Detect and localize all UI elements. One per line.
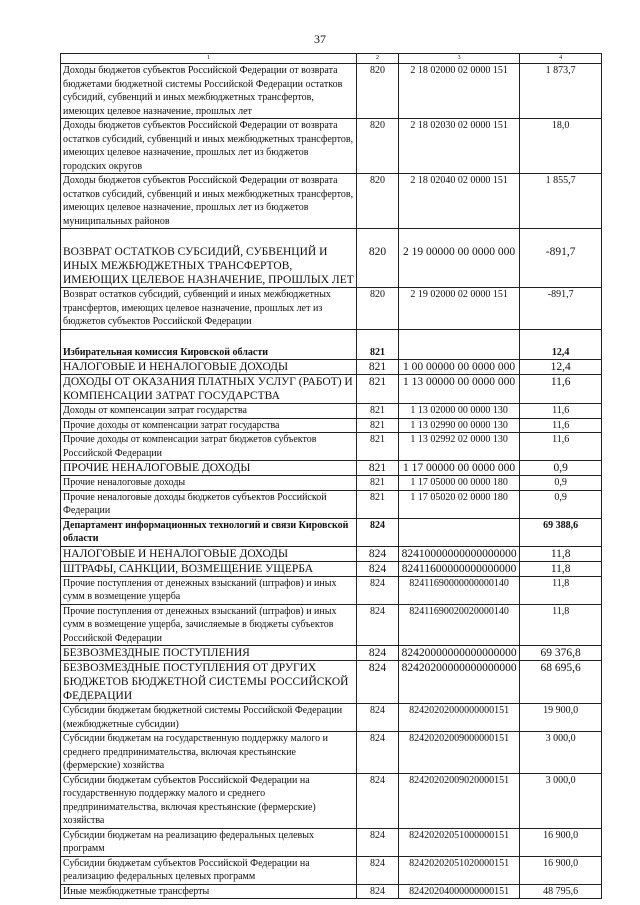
row-admin-code: 820	[357, 229, 399, 288]
row-classification-code: 1 17 00000 00 0000 000	[398, 461, 519, 476]
row-classification-code: 1 13 00000 00 0000 000	[398, 375, 519, 404]
row-amount: 11,8	[520, 576, 602, 604]
row-classification-code: 2 19 02000 02 0000 151	[398, 288, 519, 330]
table-row	[61, 64, 602, 119]
row-classification-code: 82420202051020000151	[398, 856, 519, 884]
row-name: Доходы бюджетов субъектов Российской Федерации от возврата остатков субсидий, субвенций и иных межбюджетных трансфертов, имеющих целевое назначение, прошлых лет из бюджетов городских округов	[61, 119, 357, 174]
row-name: Доходы от компенсации затрат государства	[61, 404, 357, 419]
row-admin-code: 821	[357, 375, 399, 404]
row-name: БЕЗВОЗМЕЗДНЫЕ ПОСТУПЛЕНИЯ	[61, 646, 357, 661]
row-admin-code: 821	[357, 490, 399, 518]
table-row	[61, 661, 602, 704]
column-number-2: 2	[357, 54, 399, 64]
row-amount: 3 000,0	[520, 773, 602, 828]
row-amount: 11,6	[520, 433, 602, 461]
row-classification-code: 82420202009000000151	[398, 732, 519, 774]
row-amount: 1 855,7	[520, 174, 602, 229]
table-row	[61, 404, 602, 419]
table-row	[61, 375, 602, 404]
row-amount: 69 376,8	[520, 646, 602, 661]
row-classification-code: 1 17 05020 02 0000 180	[398, 490, 519, 518]
row-classification-code: 1 00 00000 00 0000 000	[398, 360, 519, 375]
row-admin-code: 824	[357, 704, 399, 732]
row-classification-code: 2 19 00000 00 0000 000	[398, 229, 519, 288]
row-classification-code	[398, 329, 519, 360]
row-classification-code: 2 18 02000 02 0000 151	[398, 64, 519, 119]
table-row	[61, 561, 602, 576]
row-classification-code: 1 13 02990 00 0000 130	[398, 418, 519, 433]
table-row	[61, 119, 602, 174]
row-amount: 16 900,0	[520, 856, 602, 884]
table-body	[61, 64, 602, 899]
row-classification-code: 82420202051000000151	[398, 828, 519, 856]
row-amount: 11,6	[520, 404, 602, 419]
row-admin-code: 824	[357, 576, 399, 604]
row-amount: -891,7	[520, 229, 602, 288]
row-admin-code: 821	[357, 360, 399, 375]
row-name: НАЛОГОВЫЕ И НЕНАЛОГОВЫЕ ДОХОДЫ	[61, 360, 357, 375]
row-classification-code: 1 13 02992 02 0000 130	[398, 433, 519, 461]
row-amount: -891,7	[520, 288, 602, 330]
row-amount: 11,6	[520, 418, 602, 433]
row-amount: 12,4	[520, 329, 602, 360]
row-amount: 16 900,0	[520, 828, 602, 856]
row-admin-code: 820	[357, 288, 399, 330]
table-row	[61, 773, 602, 828]
row-admin-code: 824	[357, 661, 399, 704]
table-row	[61, 732, 602, 774]
row-name: ДОХОДЫ ОТ ОКАЗАНИЯ ПЛАТНЫХ УСЛУГ (РАБОТ) И КОМПЕНСАЦИИ ЗАТРАТ ГОСУДАРСТВА	[61, 375, 357, 404]
table-row	[61, 229, 602, 288]
row-admin-code: 824	[357, 732, 399, 774]
table-row	[61, 461, 602, 476]
row-amount: 68 695,6	[520, 661, 602, 704]
row-classification-code: 82411690000000000140	[398, 576, 519, 604]
row-amount: 1 873,7	[520, 64, 602, 119]
row-admin-code: 820	[357, 174, 399, 229]
table-row	[61, 546, 602, 561]
table-row	[61, 360, 602, 375]
row-name: Субсидии бюджетам на государственную поддержку малого и среднего предпринимательства, включая крестьянские (фермерские) хозяйства	[61, 732, 357, 774]
row-name: Субсидии бюджетам субъектов Российской Федерации на государственную поддержку малого и среднего предпринимательства, включая крестьянские (фермерские) хозяйства	[61, 773, 357, 828]
table-row	[61, 856, 602, 884]
row-name: БЕЗВОЗМЕЗДНЫЕ ПОСТУПЛЕНИЯ ОТ ДРУГИХ БЮДЖЕТОВ БЮДЖЕТНОЙ СИСТЕМЫ РОССИЙСКОЙ ФЕДЕРАЦИИ	[61, 661, 357, 704]
table-row	[61, 704, 602, 732]
row-name: Прочие доходы от компенсации затрат государства	[61, 418, 357, 433]
row-amount: 0,9	[520, 476, 602, 491]
row-classification-code: 82410000000000000000	[398, 546, 519, 561]
row-admin-code: 821	[357, 476, 399, 491]
row-amount: 19 900,0	[520, 704, 602, 732]
row-admin-code: 824	[357, 604, 399, 646]
row-classification-code: 82420000000000000000	[398, 646, 519, 661]
table-row	[61, 884, 602, 899]
revenue-table	[60, 53, 602, 899]
row-amount: 12,4	[520, 360, 602, 375]
row-name: Субсидии бюджетам субъектов Российской Федерации на реализацию федеральных целевых программ	[61, 856, 357, 884]
row-admin-code: 824	[357, 773, 399, 828]
row-classification-code: 82420202009020000151	[398, 773, 519, 828]
table-row	[61, 476, 602, 491]
row-amount: 11,8	[520, 546, 602, 561]
row-classification-code: 82420204000000000151	[398, 884, 519, 899]
row-admin-code: 824	[357, 828, 399, 856]
row-amount: 11,6	[520, 375, 602, 404]
row-amount: 3 000,0	[520, 732, 602, 774]
row-admin-code: 820	[357, 64, 399, 119]
row-classification-code: 82411600000000000000	[398, 561, 519, 576]
row-name: Прочие доходы от компенсации затрат бюджетов субъектов Российской Федерации	[61, 433, 357, 461]
table-row	[61, 518, 602, 546]
table-row	[61, 288, 602, 330]
row-classification-code: 82420200000000000000	[398, 661, 519, 704]
row-name: Прочие поступления от денежных взысканий (штрафов) и иных сумм в возмещение ущерба, зачисляемые в бюджеты субъектов Российской Федерации	[61, 604, 357, 646]
row-name: ВОЗВРАТ ОСТАТКОВ СУБСИДИЙ, СУБВЕНЦИЙ И ИНЫХ МЕЖБЮДЖЕТНЫХ ТРАНСФЕРТОВ, ИМЕЮЩИХ ЦЕЛЕВОЕ НАЗНАЧЕНИЕ, ПРОШЛЫХ ЛЕТ	[61, 229, 357, 288]
row-admin-code: 820	[357, 119, 399, 174]
row-admin-code: 821	[357, 433, 399, 461]
row-name: ШТРАФЫ, САНКЦИИ, ВОЗМЕЩЕНИЕ УЩЕРБА	[61, 561, 357, 576]
table-row	[61, 646, 602, 661]
row-classification-code: 1 13 02000 00 0000 130	[398, 404, 519, 419]
row-name: Доходы бюджетов субъектов Российской Федерации от возврата остатков субсидий, субвенций и иных межбюджетных трансфертов, имеющих целевое назначение, прошлых лет из бюджетов муниципальных районов	[61, 174, 357, 229]
row-name: Избирательная комиссия Кировской области	[61, 329, 357, 360]
table-row	[61, 329, 602, 360]
row-admin-code: 824	[357, 884, 399, 899]
column-number-4: 4	[520, 54, 602, 64]
row-admin-code: 824	[357, 856, 399, 884]
row-classification-code: 2 18 02030 02 0000 151	[398, 119, 519, 174]
row-admin-code: 821	[357, 461, 399, 476]
row-name: Департамент информационных технологий и связи Кировской области	[61, 518, 357, 546]
table-row	[61, 418, 602, 433]
row-amount: 18,0	[520, 119, 602, 174]
row-admin-code: 821	[357, 418, 399, 433]
page-number: 37	[314, 32, 326, 46]
row-amount: 69 388,6	[520, 518, 602, 546]
column-number-row	[61, 54, 602, 64]
row-name: НАЛОГОВЫЕ И НЕНАЛОГОВЫЕ ДОХОДЫ	[61, 546, 357, 561]
column-number-1: 1	[61, 54, 357, 64]
row-admin-code: 824	[357, 646, 399, 661]
row-name: Субсидии бюджетам бюджетной системы Российской Федерации (межбюджетные субсидии)	[61, 704, 357, 732]
table-row	[61, 828, 602, 856]
row-classification-code: 2 18 02040 02 0000 151	[398, 174, 519, 229]
row-amount: 11,8	[520, 561, 602, 576]
row-name: Прочие неналоговые доходы	[61, 476, 357, 491]
table-row	[61, 604, 602, 646]
row-name: Иные межбюджетные трансферты	[61, 884, 357, 899]
row-classification-code: 82420202000000000151	[398, 704, 519, 732]
table-row	[61, 433, 602, 461]
row-name: ПРОЧИЕ НЕНАЛОГОВЫЕ ДОХОДЫ	[61, 461, 357, 476]
row-admin-code: 824	[357, 518, 399, 546]
row-classification-code: 1 17 05000 00 0000 180	[398, 476, 519, 491]
row-amount: 0,9	[520, 461, 602, 476]
row-name: Прочие неналоговые доходы бюджетов субъектов Российской Федерации	[61, 490, 357, 518]
row-amount: 11,8	[520, 604, 602, 646]
row-amount: 0,9	[520, 490, 602, 518]
table-row	[61, 174, 602, 229]
row-admin-code: 824	[357, 561, 399, 576]
row-name: Субсидии бюджетам на реализацию федеральных целевых программ	[61, 828, 357, 856]
row-admin-code: 821	[357, 404, 399, 419]
column-number-3: 3	[398, 54, 519, 64]
row-name: Прочие поступления от денежных взысканий (штрафов) и иных сумм в возмещение ущерба	[61, 576, 357, 604]
row-name: Возврат остатков субсидий, субвенций и иных межбюджетных трансфертов, имеющих целевое назначение, прошлых лет из бюджетов субъектов Российской Федерации	[61, 288, 357, 330]
row-amount: 48 795,6	[520, 884, 602, 899]
row-name: Доходы бюджетов субъектов Российской Федерации от возврата бюджетами бюджетной системы Российской Федерации остатков субсидий, субвенций и иных межбюджетных трансфертов, имеющих целевое назначение, прошлых лет	[61, 64, 357, 119]
row-classification-code: 82411690020020000140	[398, 604, 519, 646]
table-row	[61, 576, 602, 604]
row-classification-code	[398, 518, 519, 546]
row-admin-code: 824	[357, 546, 399, 561]
row-admin-code: 821	[357, 329, 399, 360]
table-row	[61, 490, 602, 518]
